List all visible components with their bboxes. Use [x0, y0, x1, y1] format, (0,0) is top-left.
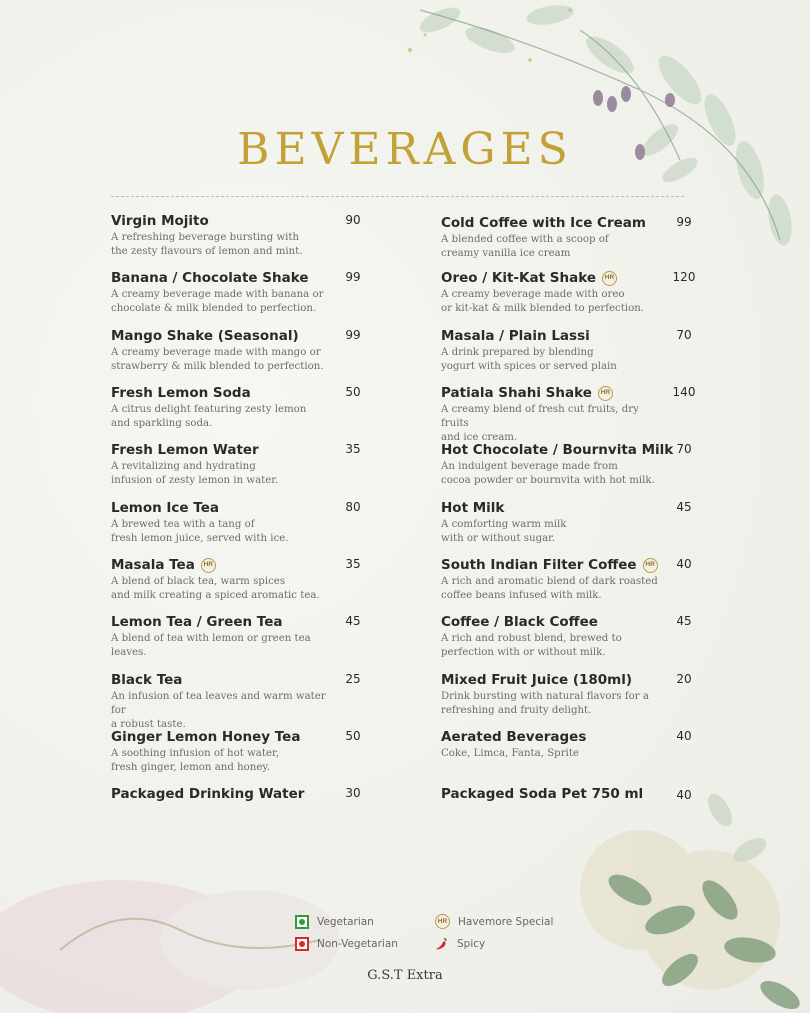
item-name-text: Fresh Lemon Soda [111, 385, 251, 401]
item-price: 90 [345, 213, 361, 227]
item-description [441, 632, 666, 660]
menu-item [111, 212, 411, 259]
desc-line: A soothing infusion of hot water, [111, 748, 279, 759]
menu-item [441, 441, 741, 488]
menu-item [441, 728, 741, 761]
desc-line: A creamy beverage made with mango or [111, 347, 321, 358]
item-name-text: Aerated Beverages [441, 729, 587, 745]
item-price: 20 [676, 672, 692, 686]
item-description [441, 747, 666, 761]
desc-line: and ice cream. [441, 432, 518, 443]
item-price: 70 [676, 442, 692, 456]
item-name-text: Lemon Tea / Green Tea [111, 614, 283, 630]
item-description [441, 346, 666, 374]
item-description [111, 231, 336, 259]
page-title: BEVERAGES [237, 124, 573, 175]
desc-line: fresh ginger, lemon and honey. [111, 762, 271, 773]
item-price: 99 [345, 270, 361, 284]
item-description [441, 575, 666, 603]
item-price: 70 [676, 328, 692, 342]
desc-line: strawberry & milk blended to perfection. [111, 361, 324, 372]
item-price: 35 [345, 557, 361, 571]
havemore-special-icon: HR [201, 558, 216, 573]
desc-line: A rich and robust blend, brewed to [441, 633, 622, 644]
desc-line: A drink prepared by blending [441, 347, 594, 358]
item-price: 50 [345, 729, 361, 743]
item-name-text: Patiala Shahi Shake [441, 385, 592, 401]
item-price: 99 [345, 328, 361, 342]
desc-line: A creamy blend of fresh cut fruits, dry fruits [441, 404, 639, 429]
menu-item [441, 671, 741, 718]
item-name-text: Mango Shake (Seasonal) [111, 328, 299, 344]
desc-line: and milk creating a spiced aromatic tea. [111, 590, 320, 601]
desc-line: A blended coffee with a scoop of [441, 234, 609, 245]
menu-item [441, 384, 741, 445]
menu-item [111, 441, 411, 488]
item-name-text: Lemon Ice Tea [111, 500, 219, 516]
item-name-text: Packaged Soda Pet 750 ml [441, 786, 644, 802]
havemore-special-icon: HR [435, 914, 450, 929]
item-description [441, 518, 666, 546]
item-price: 45 [345, 614, 361, 628]
item-description [441, 460, 666, 488]
item-description [111, 575, 336, 603]
menu-item [441, 556, 741, 603]
item-price: 80 [345, 500, 361, 514]
item-price: 40 [676, 557, 692, 571]
desc-line: a robust taste. [111, 719, 186, 730]
menu-item [111, 556, 411, 603]
desc-line: infusion of zesty lemon in water. [111, 475, 279, 486]
desc-line: chocolate & milk blended to perfection. [111, 303, 317, 314]
desc-line: and sparkling soda. [111, 418, 213, 429]
menu-item [111, 269, 411, 316]
item-name-text: South Indian Filter Coffee [441, 557, 637, 573]
legend-havemore-special [435, 914, 553, 929]
havemore-special-icon: HR [602, 271, 617, 286]
item-name-text: Masala Tea [111, 557, 195, 573]
desc-line: cocoa powder or bournvita with hot milk. [441, 475, 655, 486]
item-name-text: Banana / Chocolate Shake [111, 270, 309, 286]
item-name-text: Cold Coffee with Ice Cream [441, 215, 646, 231]
desc-line: leaves. [111, 647, 147, 658]
item-name-text: Packaged Drinking Water [111, 786, 305, 802]
item-description [111, 632, 336, 660]
item-description [111, 690, 336, 732]
desc-line: refreshing and fruity delight. [441, 705, 592, 716]
desc-line: A blend of tea with lemon or green tea [111, 633, 311, 644]
menu-item [441, 269, 741, 316]
legend [0, 914, 810, 974]
desc-line: An infusion of tea leaves and warm water for [111, 691, 326, 716]
desc-line: perfection with or without milk. [441, 647, 606, 658]
menu-item [111, 613, 411, 660]
item-price: 45 [676, 614, 692, 628]
item-price: 99 [676, 215, 692, 229]
menu-item [111, 327, 411, 374]
desc-line: A revitalizing and hydrating [111, 461, 256, 472]
item-price: 120 [672, 270, 696, 284]
desc-line: A rich and aromatic blend of dark roasted [441, 576, 658, 587]
item-description [111, 747, 336, 775]
non-vegetarian-icon [295, 937, 309, 951]
desc-line: creamy vanilla ice cream [441, 248, 571, 259]
legend-non-vegetarian [295, 937, 398, 951]
item-name-text: Hot Chocolate / Bournvita Milk [441, 442, 674, 458]
menu-item [111, 671, 411, 732]
title-divider [111, 196, 684, 197]
item-name-text: Mixed Fruit Juice (180ml) [441, 672, 633, 688]
havemore-special-icon: HR [643, 558, 658, 573]
item-description [111, 403, 336, 431]
item-description [441, 403, 666, 445]
item-price: 40 [676, 788, 692, 802]
item-name-text: Oreo / Kit-Kat Shake [441, 270, 596, 286]
menu-item [441, 785, 741, 803]
item-name-text: Fresh Lemon Water [111, 442, 259, 458]
legend-vegetarian [295, 915, 374, 929]
item-name-text: Masala / Plain Lassi [441, 328, 590, 344]
desc-line: with or without sugar. [441, 533, 556, 544]
menu-item [441, 327, 741, 374]
legend-label: Havemore Special [458, 915, 554, 928]
item-price: 45 [676, 500, 692, 514]
desc-line: A creamy beverage made with banana or [111, 289, 324, 300]
desc-line: fresh lemon juice, served with ice. [111, 533, 289, 544]
menu-item [111, 785, 411, 803]
item-name-text: Black Tea [111, 672, 183, 688]
item-name-text: Ginger Lemon Honey Tea [111, 729, 301, 745]
desc-line: A brewed tea with a tang of [111, 519, 255, 530]
menu-item [111, 384, 411, 431]
gst-note: G.S.T Extra [367, 968, 443, 983]
item-price: 30 [345, 786, 361, 800]
item-price: 35 [345, 442, 361, 456]
vegetarian-icon [295, 915, 309, 929]
havemore-special-icon: HR [598, 386, 613, 401]
item-description [441, 690, 666, 718]
menu-item [441, 499, 741, 546]
legend-label: Spicy [457, 938, 486, 950]
desc-line: A blend of black tea, warm spices [111, 576, 286, 587]
item-description [111, 288, 336, 316]
menu-item [441, 613, 741, 660]
item-price: 25 [345, 672, 361, 686]
item-price: 50 [345, 385, 361, 399]
menu-item [111, 499, 411, 546]
item-description [111, 346, 336, 374]
item-price: 140 [672, 385, 696, 399]
desc-line: A refreshing beverage bursting with [111, 232, 300, 243]
desc-line: Drink bursting with natural flavors for a [441, 691, 649, 702]
menu-item [441, 214, 741, 261]
desc-line: A creamy beverage made with oreo [441, 289, 625, 300]
legend-label: Vegetarian [317, 916, 374, 928]
item-name-text: Hot Milk [441, 500, 505, 516]
desc-line: coffee beans infused with milk. [441, 590, 602, 601]
item-name-text: Coffee / Black Coffee [441, 614, 598, 630]
chili-icon [435, 937, 449, 951]
item-description [111, 460, 336, 488]
desc-line: A comforting warm milk [441, 519, 567, 530]
desc-line: or kit-kat & milk blended to perfection. [441, 303, 645, 314]
desc-line: the zesty flavours of lemon and mint. [111, 246, 303, 257]
item-name-text: Virgin Mojito [111, 213, 209, 229]
legend-spicy [435, 937, 485, 951]
desc-line: Coke, Limca, Fanta, Sprite [441, 748, 579, 759]
desc-line: yogurt with spices or served plain [441, 361, 617, 372]
desc-line: A citrus delight featuring zesty lemon [111, 404, 307, 415]
item-description [111, 518, 336, 546]
menu-item [111, 728, 411, 775]
desc-line: An indulgent beverage made from [441, 461, 618, 472]
item-description [441, 288, 666, 316]
legend-label: Non-Vegetarian [317, 938, 398, 950]
item-price: 40 [676, 729, 692, 743]
item-description [441, 233, 666, 261]
